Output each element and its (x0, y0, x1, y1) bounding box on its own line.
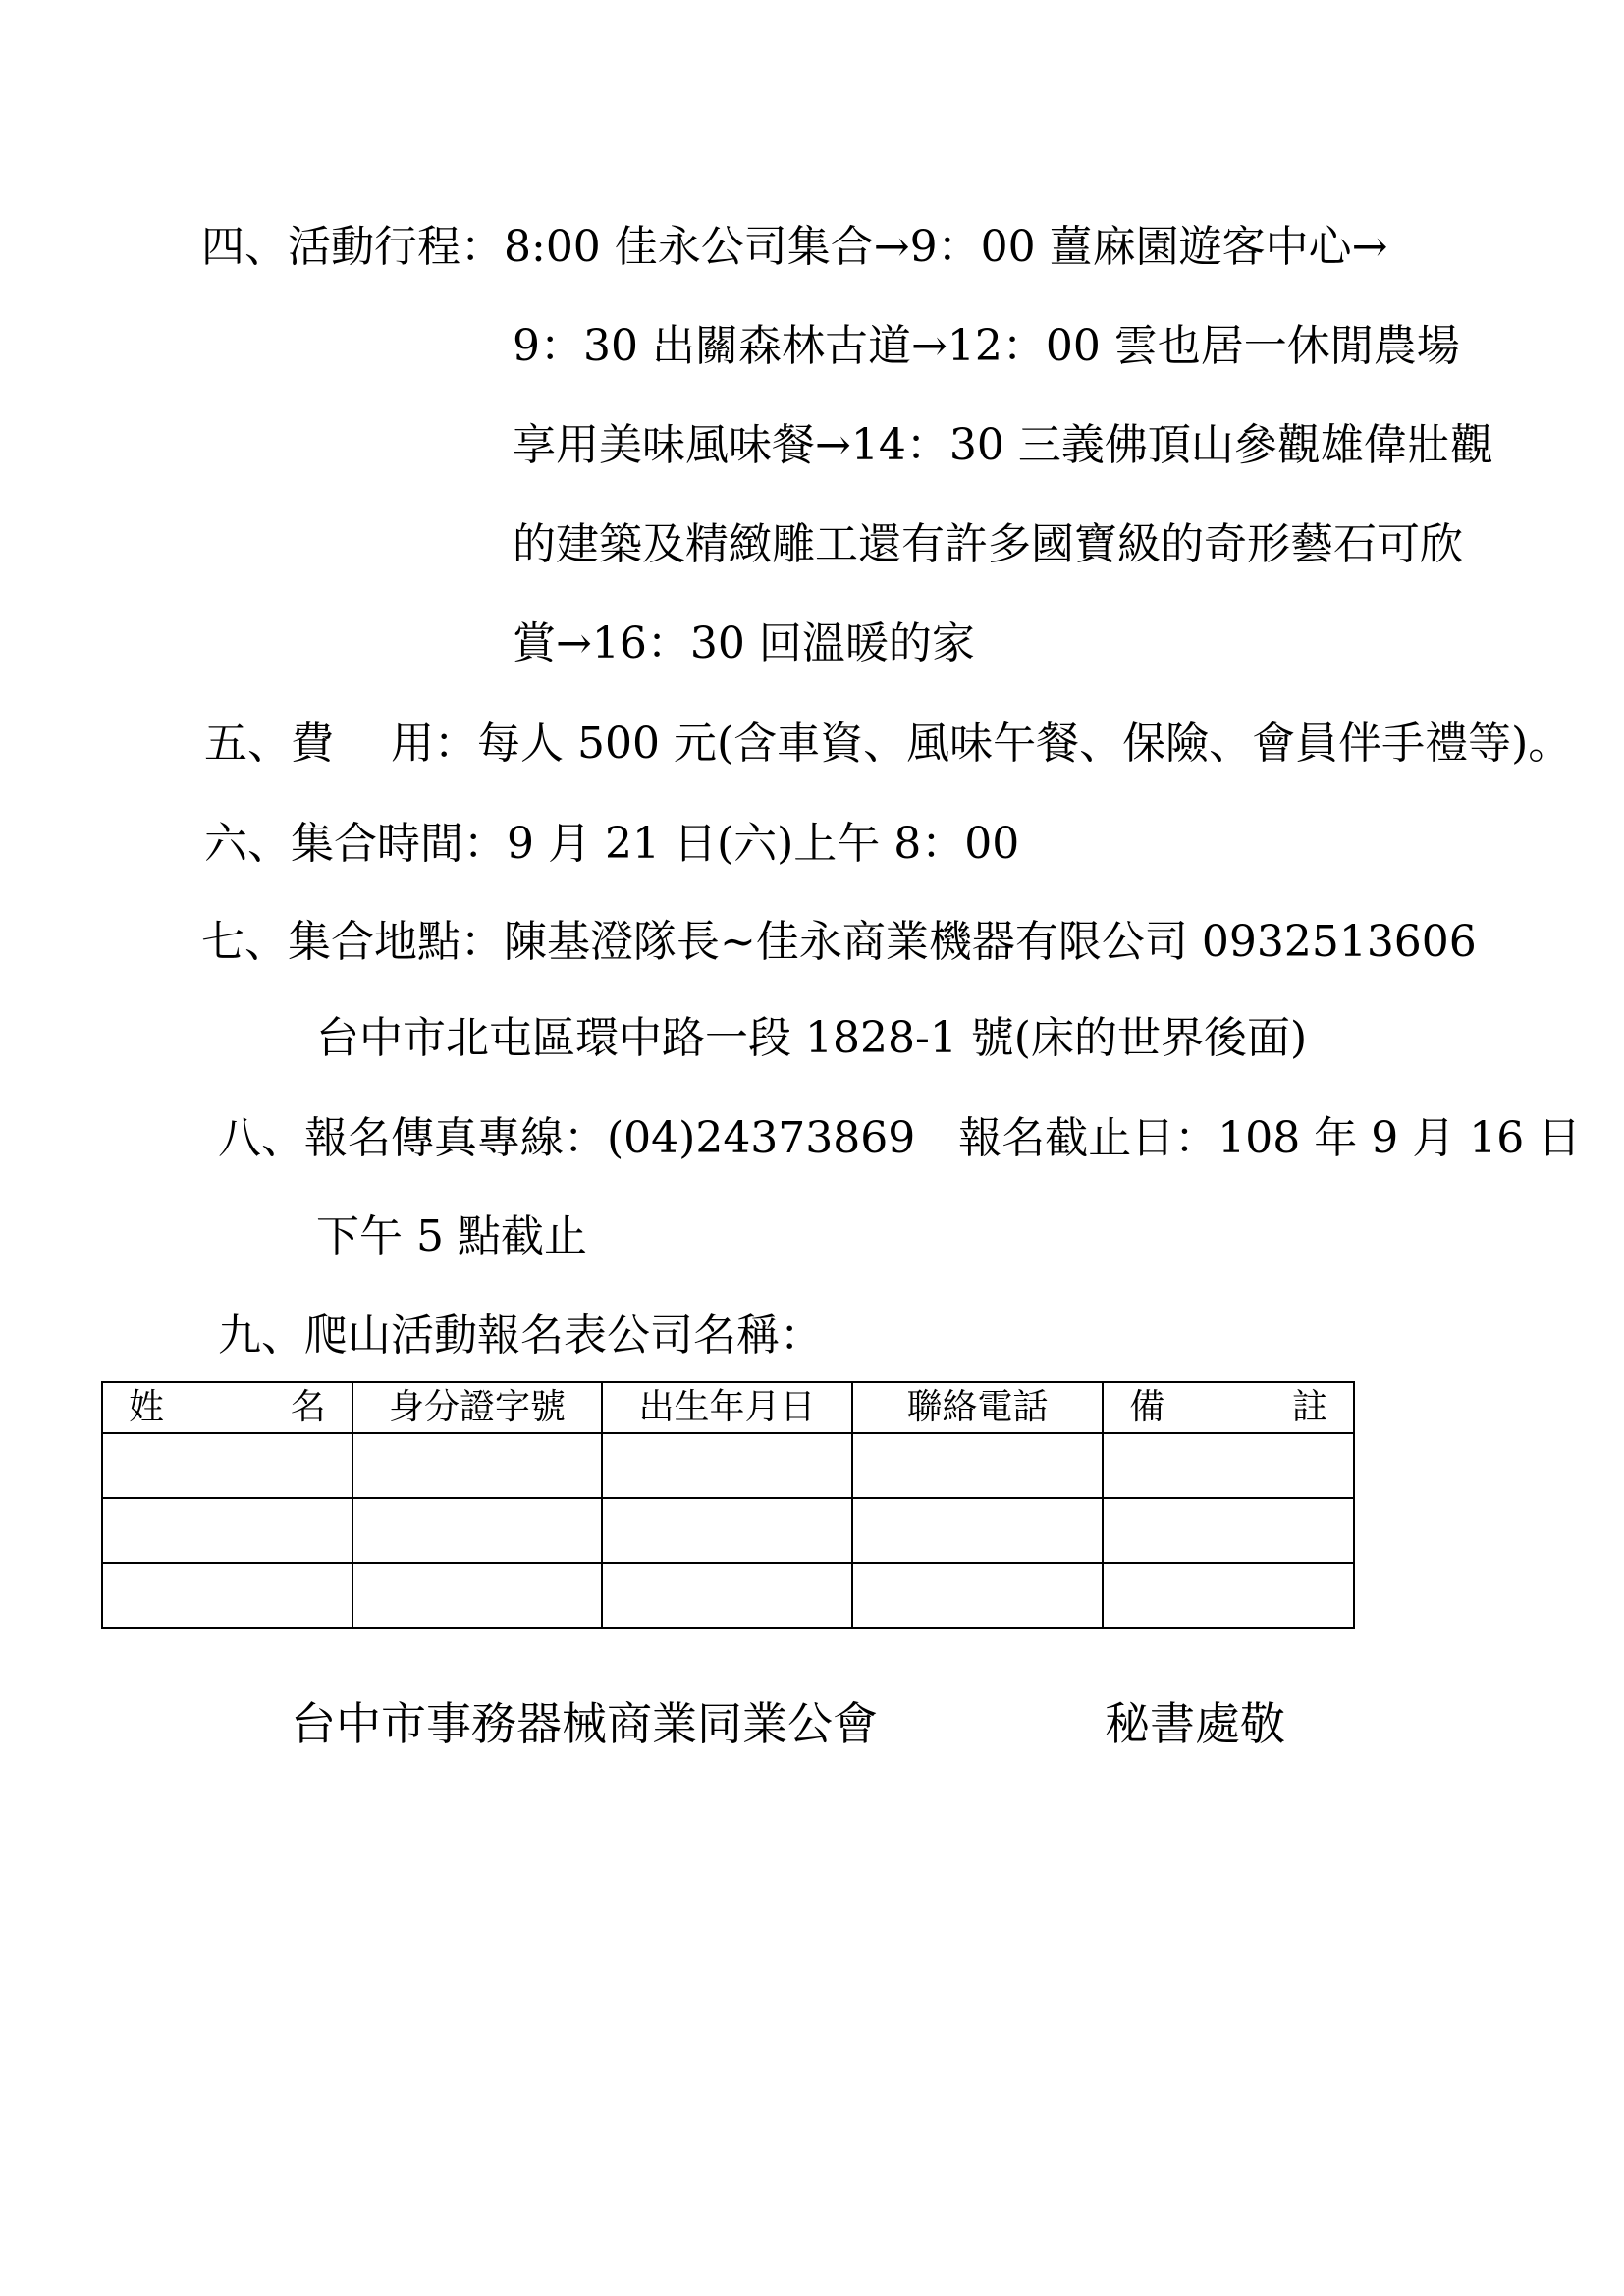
table-cell[interactable] (102, 1498, 352, 1563)
item-schedule-line-4: 的建築及精緻雕工還有許多國寶級的奇形藝石可欣 (513, 519, 1463, 569)
header-id-number: 身分證字號 (352, 1382, 603, 1433)
table-cell[interactable] (1103, 1563, 1354, 1628)
table-row (102, 1498, 1354, 1563)
item-registration-fax: 八、報名傳真專線：(04)24373869 報名截止日：108 年 9 月 16 日 (218, 1113, 1582, 1163)
registration-table (101, 1381, 1355, 1629)
table-cell[interactable] (352, 1433, 603, 1498)
table-cell[interactable] (602, 1563, 852, 1628)
item-registration-deadline: 下午 5 點截止 (316, 1211, 587, 1261)
table-row (102, 1433, 1354, 1498)
table-cell[interactable] (352, 1498, 603, 1563)
item-schedule-line-3: 享用美味風味餐→14：30 三義佛頂山參觀雄偉壯觀 (513, 420, 1493, 470)
table-row (102, 1563, 1354, 1628)
item-meeting-address: 台中市北屯區環中路一段 1828-1 號(床的世界後面) (316, 1013, 1308, 1063)
table-cell[interactable] (102, 1433, 352, 1498)
item-meeting-time: 六、集合時間：9 月 21 日(六)上午 8：00 (204, 819, 1020, 869)
header-name-char-2: 名 (290, 1387, 326, 1427)
header-remarks-char-1: 備 (1129, 1387, 1165, 1427)
table-cell[interactable] (852, 1433, 1104, 1498)
table-cell[interactable] (602, 1498, 852, 1563)
table-cell[interactable] (1103, 1498, 1354, 1563)
item-schedule-line-1: 四、活動行程：8:00 佳永公司集合→9：00 薑麻園遊客中心→ (201, 222, 1388, 272)
item-meeting-place: 七、集合地點：陳基澄隊長~佳永商業機器有限公司 0932513606 (201, 917, 1477, 967)
table-cell[interactable] (352, 1563, 603, 1628)
table-cell[interactable] (852, 1563, 1104, 1628)
header-remarks (1103, 1382, 1354, 1433)
table-cell[interactable] (1103, 1433, 1354, 1498)
header-phone: 聯絡電話 (852, 1382, 1104, 1433)
header-name-char-1: 姓 (129, 1387, 165, 1427)
item-fee: 五、費 用：每人 500 元(含車資、風味午餐、保險、會員伴手禮等)。 (204, 719, 1572, 769)
item-schedule-line-5: 賞→16：30 回溫暖的家 (513, 618, 975, 668)
table-cell[interactable] (852, 1498, 1104, 1563)
header-name (102, 1382, 352, 1433)
table-header-row (102, 1382, 1354, 1433)
footer-organization: 台中市事務器械商業同業公會 (291, 1697, 878, 1750)
item-schedule-line-2: 9：30 出關森林古道→12：00 雲也居一休閒農場 (513, 321, 1460, 371)
header-remarks-char-2: 註 (1291, 1387, 1327, 1427)
table-cell[interactable] (102, 1563, 352, 1628)
table-cell[interactable] (602, 1433, 852, 1498)
footer-signature: 秘書處敬 (1105, 1697, 1285, 1750)
item-registration-form-title: 九、爬山活動報名表公司名稱： (218, 1310, 823, 1361)
header-birth-date: 出生年月日 (602, 1382, 852, 1433)
